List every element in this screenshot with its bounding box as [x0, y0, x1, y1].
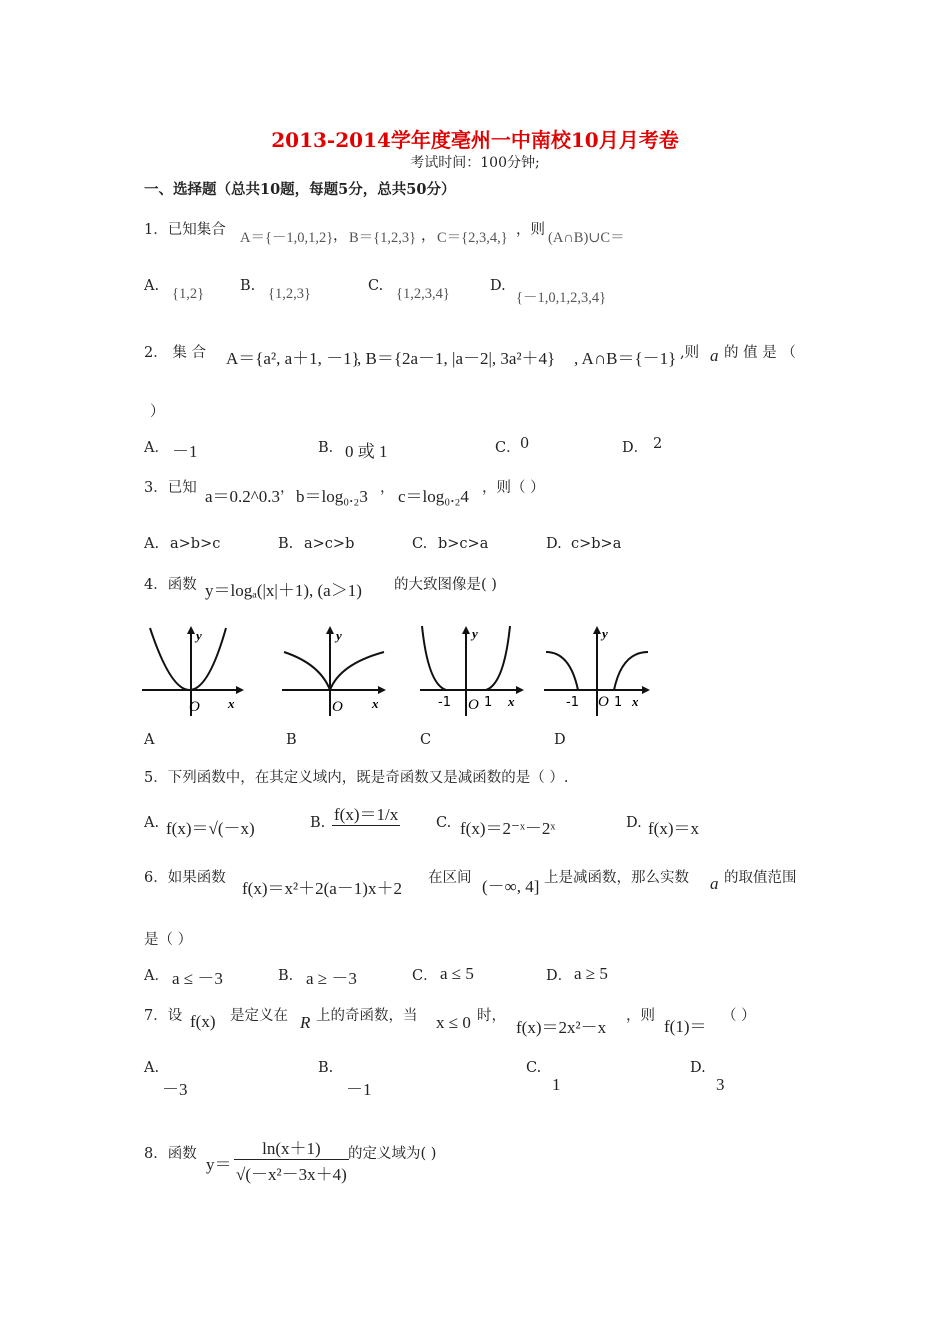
q3-prefix: 3．已知	[144, 480, 197, 496]
q4-option-c[interactable]: C	[420, 732, 432, 748]
q7-option-d-label: D.	[690, 1060, 706, 1076]
page-title: 2013-2014学年度亳州一中南校10月月考卷	[271, 128, 679, 152]
q6-tail: 上是减函数，那么实数	[544, 870, 689, 886]
q7-function: f(x)＝2x²－x	[516, 1018, 607, 1037]
q4-graph-d-y-label: y	[602, 626, 608, 641]
q7-option-c[interactable]: 1	[552, 1075, 561, 1094]
q7-mid2: 上的奇函数，当	[316, 1008, 418, 1024]
q4-graph-a[interactable]	[140, 622, 248, 720]
q5-option-a-label: A.	[144, 815, 160, 831]
q8-denominator: √(－x²－3x＋4)	[236, 1165, 347, 1184]
q2-tail: 的 值 是 （	[724, 345, 796, 361]
exam-time: 考试时间：100分钟;	[410, 155, 540, 171]
q7-ask: f(1)＝	[664, 1017, 707, 1036]
q8-tail: 的定义域为( )	[348, 1146, 437, 1162]
q3-option-a-label: A.	[144, 536, 160, 552]
q7-r: R	[300, 1013, 311, 1032]
q7-option-a-label: A.	[144, 1060, 160, 1076]
q7-option-b[interactable]: －1	[346, 1080, 372, 1099]
q3-sep2: ，	[380, 480, 395, 496]
q4-graph-b[interactable]	[280, 622, 390, 720]
q2-then: ,则	[680, 345, 700, 361]
q5-option-b-text: f(x)＝1/x	[332, 800, 400, 826]
q3-b: b＝log₀.₂3	[296, 487, 368, 506]
q7-mid3: 时，	[477, 1008, 506, 1024]
q1-sep2: ，	[421, 228, 436, 244]
q5-option-b-label: B.	[310, 815, 326, 831]
q7-mid1: 是定义在	[230, 1008, 288, 1024]
q2-option-d-label: D．	[622, 440, 649, 456]
q2-option-b-label: B．	[318, 440, 344, 456]
q4-graph-c-x-label: x	[508, 694, 515, 709]
q7-mid4: ，则	[626, 1008, 655, 1024]
q7-f: f(x)	[190, 1012, 216, 1031]
q4-graph-b-origin: O	[332, 699, 343, 715]
q3-sep1: ，	[280, 480, 295, 496]
q1-expression: (A∩B)∪C＝	[548, 230, 625, 246]
q2-option-b[interactable]: 0 或 1	[345, 442, 388, 461]
q7-condition: x ≤ 0	[436, 1013, 471, 1032]
q1-set-a: A＝{－1,0,1,2}	[240, 230, 334, 246]
q5-option-a[interactable]: f(x)＝√(－x)	[166, 819, 255, 838]
q1-option-a-label: A.	[144, 278, 160, 294]
q3-a: a＝0.2^0.3	[205, 487, 281, 506]
q8-fraction	[234, 1134, 349, 1185]
q8-numerator: ln(x＋1)	[234, 1134, 349, 1160]
q6-interval: (－∞, 4]	[482, 877, 540, 896]
q4-graph-c[interactable]	[418, 622, 528, 720]
q4-graph-d[interactable]	[542, 622, 654, 720]
q4-graph-b-y-label: y	[336, 628, 342, 643]
q4-graph-c-neg1: -1	[438, 695, 451, 710]
q3-option-b-label: B.	[278, 536, 294, 552]
q1-option-a[interactable]: {1,2}	[172, 286, 205, 302]
q4-graph-d-one: 1	[614, 695, 623, 710]
q4-graph-c-one: 1	[484, 695, 493, 710]
section-heading: 一、选择题（总共10题，每题5分，总共50分）	[144, 181, 456, 198]
q1-option-d[interactable]: {－1,0,1,2,3,4}	[516, 290, 607, 306]
q6-end: 的取值范围	[724, 870, 797, 886]
q1-option-b-label: B.	[240, 278, 256, 294]
q5-option-c-label: C.	[436, 815, 452, 831]
q2-prefix: 2． 集 合	[144, 345, 206, 361]
q1-set-c: C＝{2,3,4,}	[437, 230, 508, 246]
q1-prefix: 1．已知集合	[144, 222, 226, 238]
q4-option-b[interactable]: B	[286, 732, 297, 748]
q2-set-a: A＝{a², a＋1, －1}	[226, 349, 360, 368]
q5-option-b[interactable]	[332, 800, 400, 826]
q4-function: y＝logₐ(|x|＋1), (a＞1)	[205, 581, 362, 600]
q3-option-a[interactable]: a>b>c	[170, 536, 221, 552]
q2-option-a-label: A．	[144, 440, 169, 456]
q7-prefix: 7．设	[144, 1008, 183, 1024]
q2-intersection: , A∩B＝{－1}	[574, 349, 677, 368]
q5-question: 5．下列函数中，在其定义域内，既是奇函数又是减函数的是（ ）.	[144, 770, 569, 786]
q2-close: ）	[150, 404, 165, 420]
q7-option-c-label: C.	[526, 1060, 542, 1076]
q1-option-c-label: C.	[368, 278, 384, 294]
q6-variable: a	[710, 874, 719, 893]
q2-variable: a	[710, 346, 719, 365]
q7-tail: （ ）	[722, 1008, 756, 1024]
q1-option-c[interactable]: {1,2,3,4}	[396, 286, 450, 302]
q6-option-c-label: C．	[412, 968, 438, 984]
q6-mid: 在区间	[428, 870, 472, 886]
q6-option-d-label: D．	[546, 968, 573, 984]
q6-prefix: 6．如果函数	[144, 870, 226, 886]
q3-tail: ，则（ ）	[482, 480, 545, 496]
q7-option-b-label: B.	[318, 1060, 334, 1076]
q1-option-b[interactable]: {1,2,3}	[268, 286, 311, 302]
q4-graph-c-y-label: y	[472, 626, 478, 641]
q6-option-c[interactable]: a ≤ 5	[440, 964, 474, 983]
q4-graph-a-y-label: y	[196, 628, 202, 643]
q1-option-d-label: D.	[490, 278, 506, 294]
q7-option-d[interactable]: 3	[716, 1075, 725, 1094]
q8-lhs: y＝	[206, 1155, 232, 1174]
q3-option-d[interactable]: c>b>a	[571, 536, 622, 552]
q6-option-b[interactable]: a ≥ －3	[306, 969, 357, 988]
q6-option-a-label: A．	[144, 968, 169, 984]
q6-line2: 是（ ）	[144, 932, 193, 948]
q3-option-c[interactable]: b>c>a	[438, 536, 489, 552]
q1-set-b: B＝{1,2,3}	[349, 230, 417, 246]
q3-option-d-label: D.	[546, 536, 562, 552]
q6-option-a[interactable]: a ≤ －3	[172, 969, 223, 988]
q4-graph-d-x-label: x	[632, 694, 639, 709]
q4-option-a[interactable]: A	[144, 732, 155, 748]
q8-prefix: 8．函数	[144, 1146, 197, 1162]
q1-tail: ，则	[516, 222, 545, 238]
q5-option-d[interactable]: f(x)＝x	[648, 819, 699, 838]
q1-sep1: ，	[333, 228, 348, 244]
q4-graph-c-origin: O	[468, 697, 479, 713]
q4-tail: 的大致图像是( )	[394, 577, 497, 593]
q6-function: f(x)＝x²＋2(a－1)x＋2	[242, 879, 402, 898]
q4-graph-d-origin: O	[598, 694, 609, 710]
q5-option-d-label: D.	[626, 815, 642, 831]
q4-option-d[interactable]: D	[554, 732, 566, 748]
q2-option-d[interactable]: 2	[653, 436, 663, 452]
q6-option-d[interactable]: a ≥ 5	[574, 964, 608, 983]
q3-option-c-label: C.	[412, 536, 428, 552]
q2-set-b: , B＝{2a－1, |a－2|, 3a²＋4}	[357, 349, 556, 368]
q3-option-b[interactable]: a>c>b	[304, 536, 355, 552]
q4-graph-b-x-label: x	[372, 696, 379, 711]
q6-option-b-label: B．	[278, 968, 304, 984]
q4-prefix: 4．函数	[144, 577, 197, 593]
q4-graph-d-neg1: -1	[566, 695, 579, 710]
q7-option-a[interactable]: －3	[162, 1080, 188, 1099]
q5-option-c[interactable]: f(x)＝2⁻ˣ－2ˣ	[460, 819, 556, 838]
q2-option-c[interactable]: 0	[520, 436, 530, 452]
q2-option-c-label: C．	[495, 440, 521, 456]
q2-option-a[interactable]: －1	[172, 442, 198, 461]
q4-graph-a-origin: O	[189, 699, 200, 715]
q4-graph-a-x-label: x	[228, 696, 235, 711]
q3-c: c＝log₀.₂4	[398, 487, 469, 506]
